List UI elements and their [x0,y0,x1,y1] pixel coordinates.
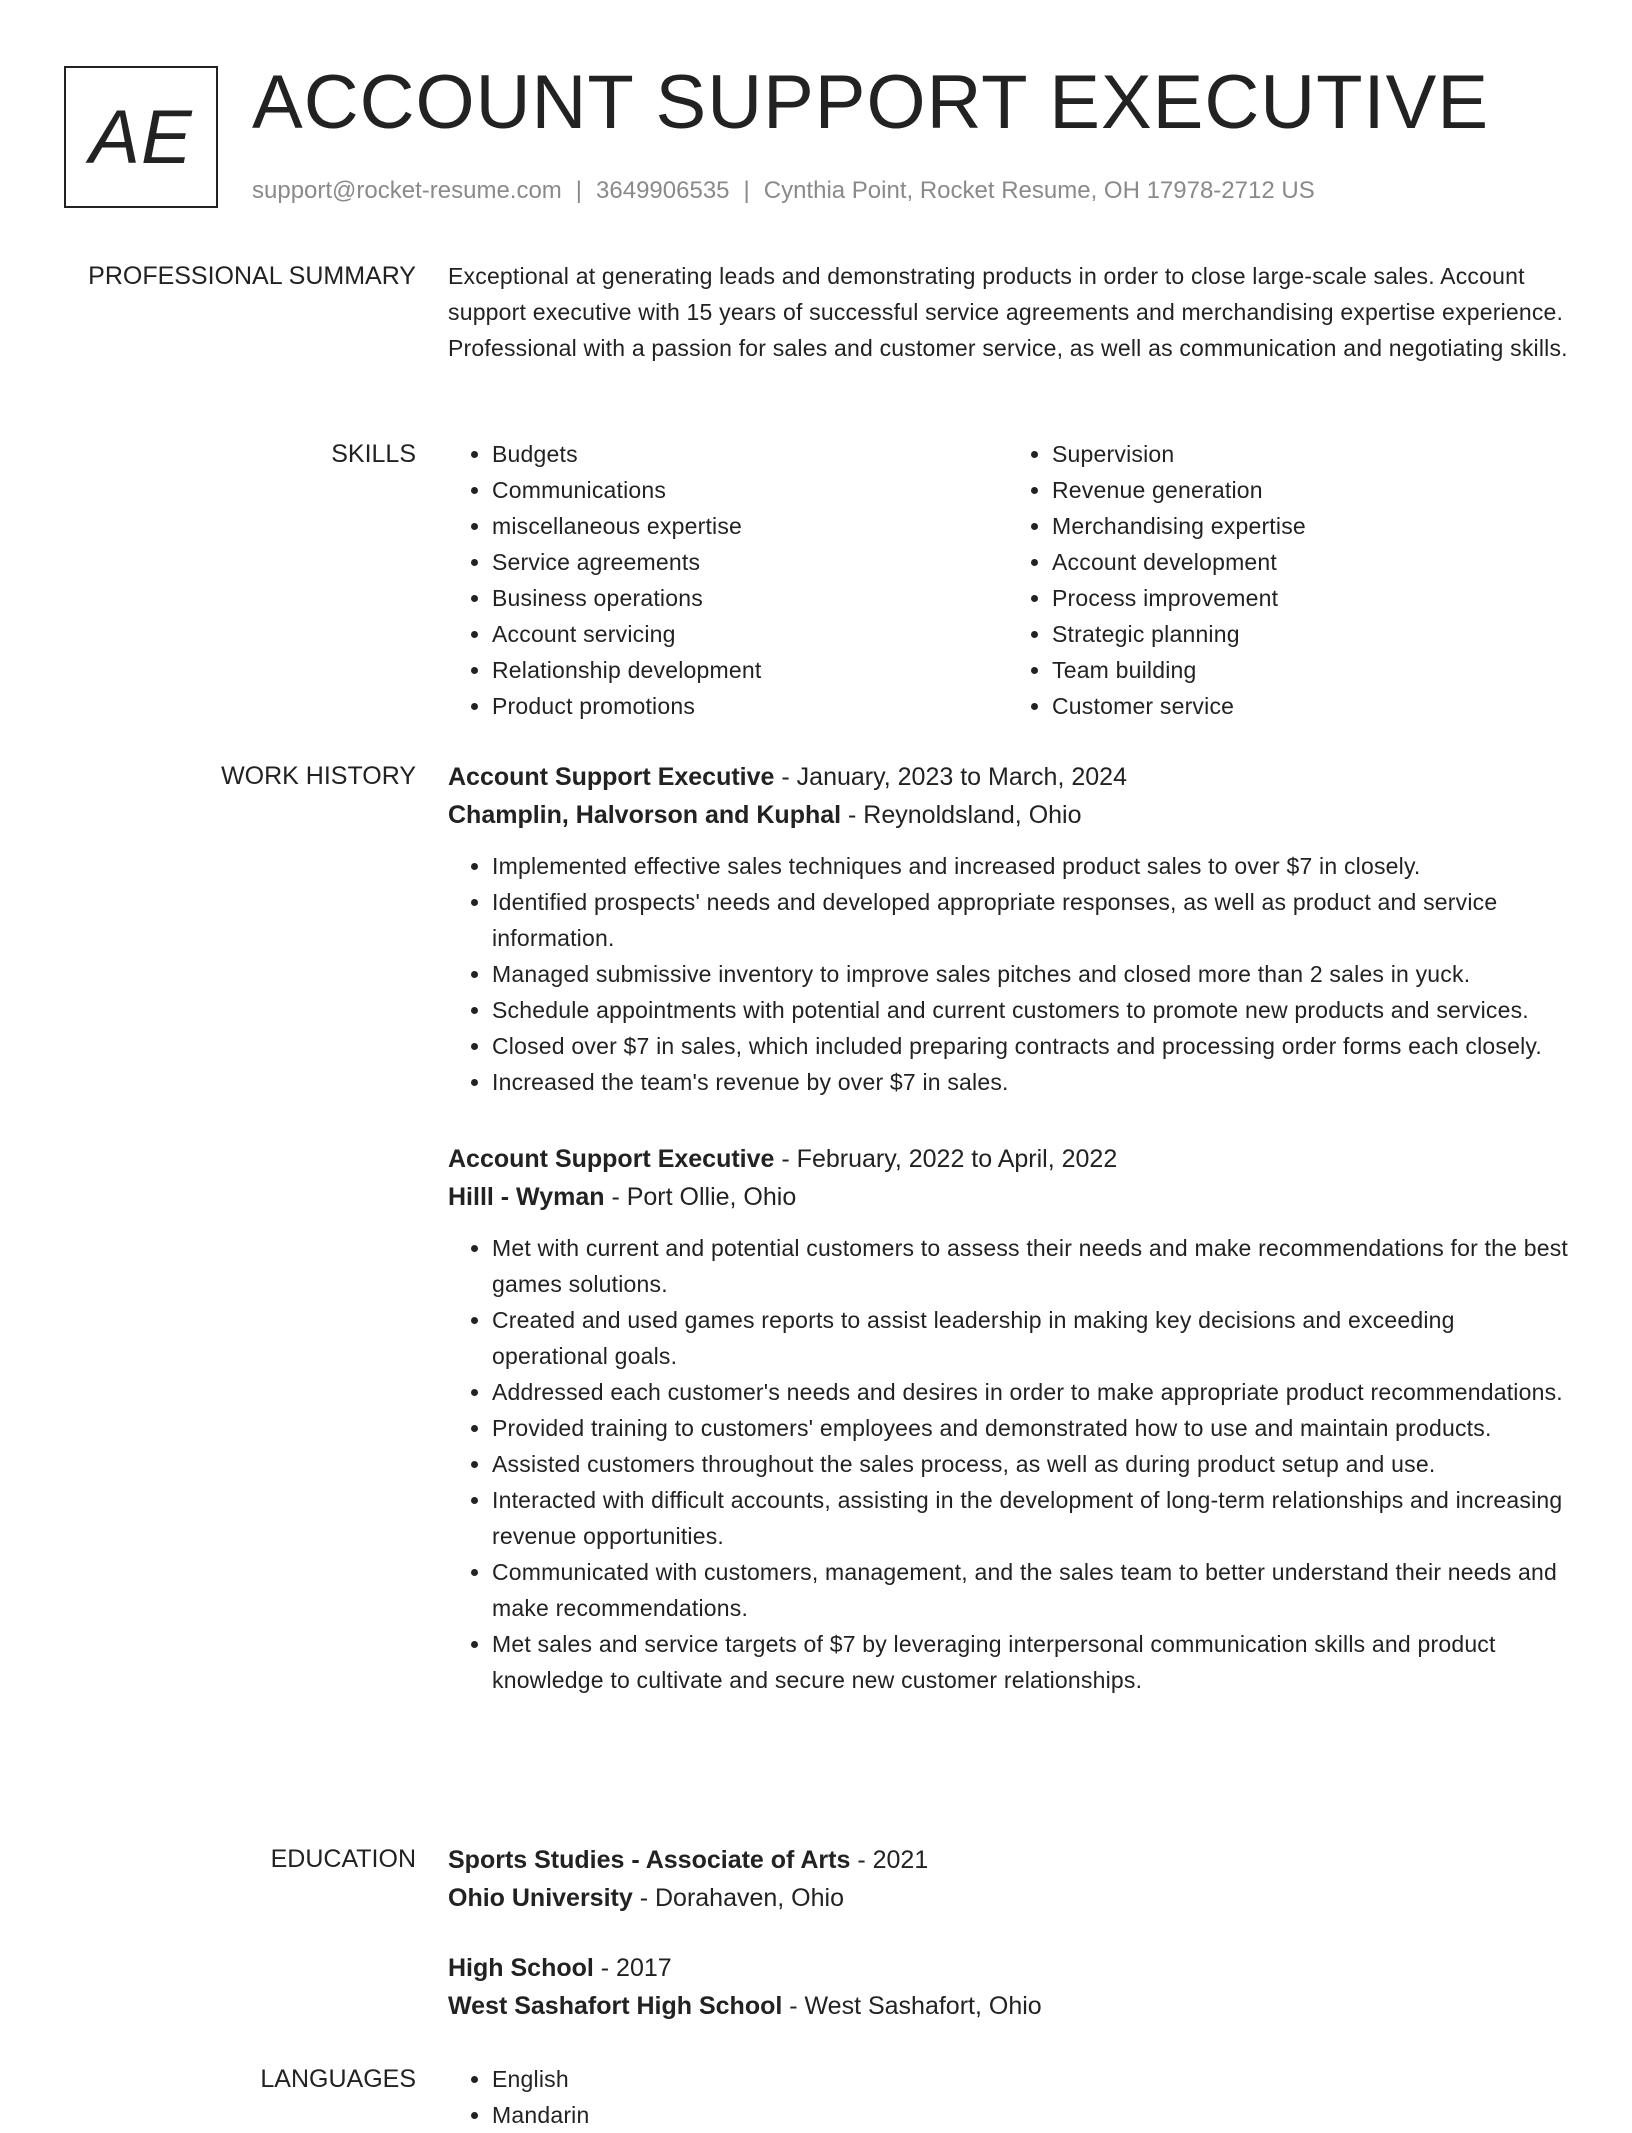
skill-item: • Customer service [1052,688,1568,724]
job-company-line [448,1178,1568,1216]
job-dates: - February, 2022 to April, 2022 [774,1145,1118,1173]
edu-location: - Dorahaven, Ohio [632,1884,844,1912]
edu-school: West Sashafort High School [448,1992,783,2020]
edu-degree-line [448,1841,1568,1879]
edu-school-line [448,1987,1568,2025]
skill-item: • Relationship development [492,652,1008,688]
job-duty: • Provided training to customers' employees and demonstrated how to use and maintain products. [492,1410,1568,1446]
job-duty: • Assisted customers throughout the sales process, as well as during product setup and use. [492,1446,1568,1482]
skill-item: • Supervision [1052,436,1568,472]
job-duty: • Schedule appointments with potential and current customers to promote new products and services. [492,992,1568,1028]
job-duties [448,848,1568,1100]
edu-location: - West Sashafort, Ohio [782,1992,1042,2020]
section-label-education: EDUCATION [270,1845,416,1873]
job-duty: • Identified prospects' needs and developed appropriate responses, as well as product and service information. [492,884,1568,956]
section-label-work: WORK HISTORY [221,762,416,790]
skill-item: • Strategic planning [1052,616,1568,652]
language-item: • English [492,2061,1568,2097]
section-label-summary: PROFESSIONAL SUMMARY [88,262,416,290]
contact-email[interactable]: support@rocket-resume.com [252,177,562,204]
monogram-logo: AE [64,66,218,208]
skill-item: • Account servicing [492,616,1008,652]
edu-year: - 2021 [850,1846,929,1874]
languages-list [448,2061,1568,2133]
skill-item: • Account development [1052,544,1568,580]
job-duty: • Met with current and potential customers to assess their needs and make recommendations for the best games solutions. [492,1230,1568,1302]
job-location: - Port Ollie, Ohio [604,1183,797,1211]
skill-item: • Product promotions [492,688,1008,724]
job-duties [448,1230,1568,1698]
contact-line [252,175,1315,207]
job-location: - Reynoldsland, Ohio [841,801,1082,829]
contact-address: Cynthia Point, Rocket Resume, OH 17978-2712 US [763,177,1315,204]
section-label-skills: SKILLS [331,440,416,468]
edu-degree: Sports Studies - Associate of Arts [448,1846,851,1874]
job-duty: • Created and used games reports to assist leadership in making key decisions and exceeding operational goals. [492,1302,1568,1374]
resume-title: ACCOUNT SUPPORT EXECUTIVE [252,60,1490,145]
skill-item: • Team building [1052,652,1568,688]
job-duty: • Implemented effective sales techniques and increased product sales to over $7 in closely. [492,848,1568,884]
skill-item: • Service agreements [492,544,1008,580]
skills-list-right [1008,436,1568,724]
contact-phone[interactable]: 3649906535 [596,177,730,204]
section-label-languages: LANGUAGES [260,2065,416,2093]
skills-list-left [448,436,1008,724]
skill-item: • Merchandising expertise [1052,508,1568,544]
job-entry [448,758,1568,1100]
job-title: Account Support Executive [448,763,775,791]
summary-text: Exceptional at generating leads and demonstrating products in order to close large-scale sales. Account support executive with 15 years of successful service agreements and merchandising expertise experience. Professional with a passion for sales and customer service, as well as communication and negotiating skills. [448,263,1568,361]
job-dates: - January, 2023 to March, 2024 [774,763,1127,791]
edu-school: Ohio University [448,1884,633,1912]
contact-separator: | [575,177,583,204]
job-company: Hilll - Wyman [448,1183,605,1211]
skill-item: • Revenue generation [1052,472,1568,508]
skill-item: • Business operations [492,580,1008,616]
job-duty: • Met sales and service targets of $7 by leveraging interpersonal communication skills and product knowledge to cultivate and secure new customer relationships. [492,1626,1568,1698]
language-item: • Mandarin [492,2097,1568,2133]
edu-degree-line [448,1949,1568,1987]
skill-item: • miscellaneous expertise [492,508,1008,544]
skill-item: • Communications [492,472,1008,508]
job-company: Champlin, Halvorson and Kuphal [448,801,842,829]
job-title: Account Support Executive [448,1145,775,1173]
job-duty: • Communicated with customers, management, and the sales team to better understand their needs and make recommendations. [492,1554,1568,1626]
skill-item: • Process improvement [1052,580,1568,616]
job-title-line [448,1140,1568,1178]
edu-year: - 2017 [593,1954,672,1982]
job-duty: • Closed over $7 in sales, which included preparing contracts and processing order forms each closely. [492,1028,1568,1064]
job-duty: • Interacted with difficult accounts, assisting in the development of long-term relationships and increasing revenue opportunities. [492,1482,1568,1554]
edu-degree: High School [448,1954,594,1982]
skill-item: • Budgets [492,436,1008,472]
job-duty: • Addressed each customer's needs and desires in order to make appropriate product recommendations. [492,1374,1568,1410]
contact-separator: | [743,177,750,204]
edu-school-line [448,1879,1568,1917]
job-duty: • Managed submissive inventory to improve sales pitches and closed more than 2 sales in yuck. [492,956,1568,992]
job-company-line [448,796,1568,834]
job-duty: • Increased the team's revenue by over $7 in sales. [492,1064,1568,1100]
job-title-line [448,758,1568,796]
job-entry [448,1140,1568,1698]
